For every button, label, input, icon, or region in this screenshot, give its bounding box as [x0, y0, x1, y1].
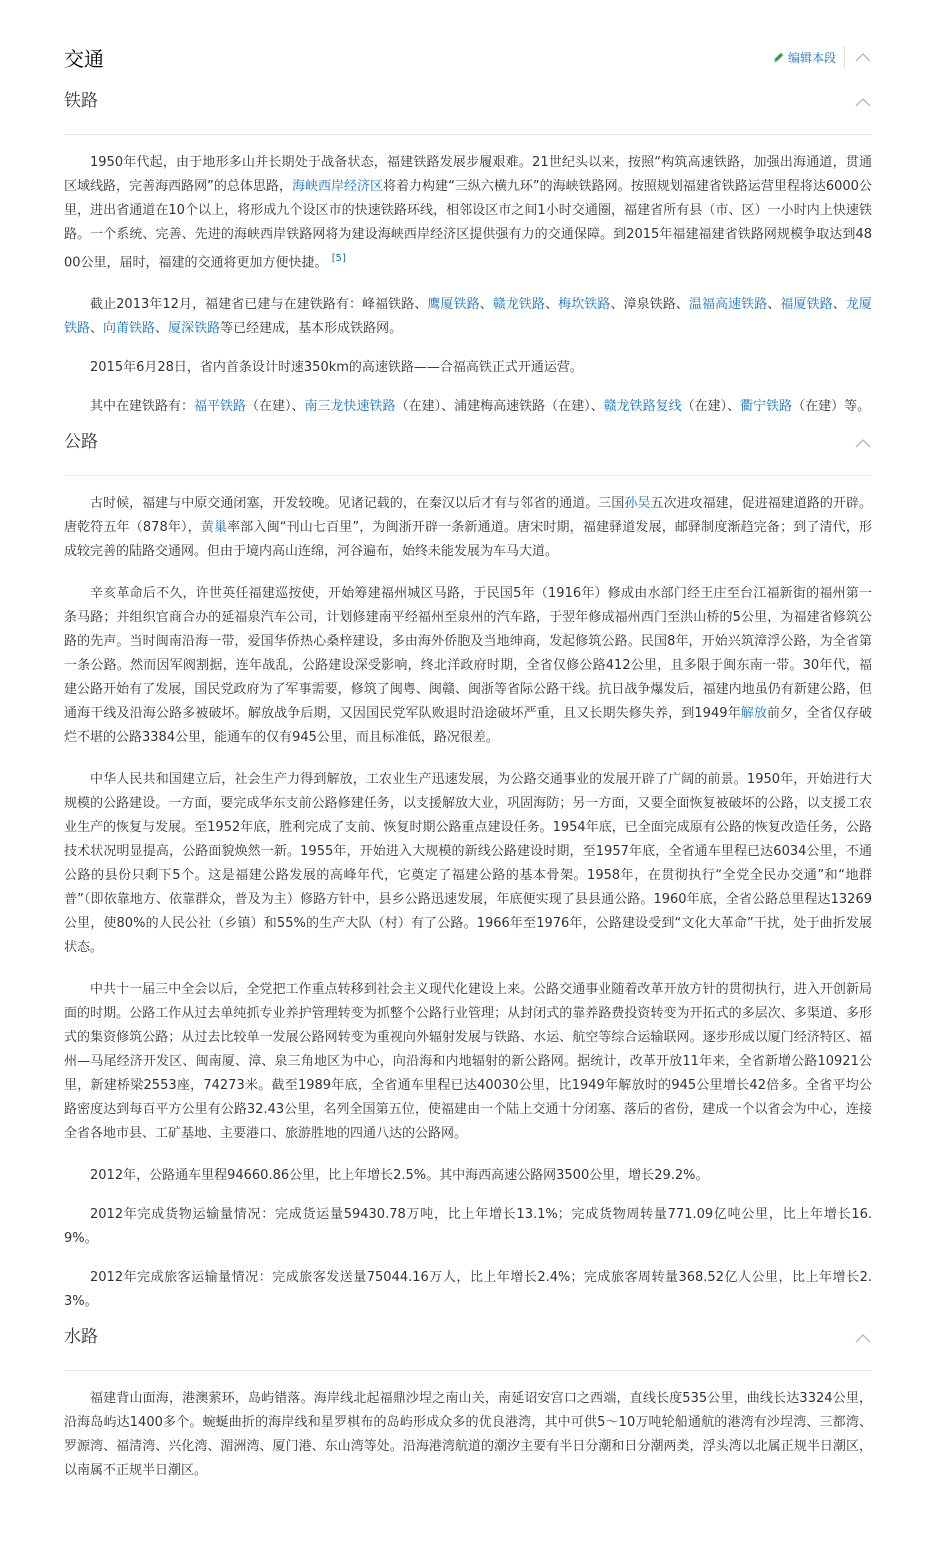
edit-section-label: 编辑本段	[787, 51, 836, 65]
text: 将着力构建“三纵六横九环”的海峡铁路网。按照规划福建省铁路运营里程将达6000公里，进出省通道在10个以上，将形成九个设区市的快速铁路环线，相邻设区市之间1小时交通圈，福建省所有县（市、区）一小时内上快速铁路。一个系统、完善、先进的海峡西岸铁路网将为建设海峡西岸经济区提供强有力的交通保障。到2015年福建福建省铁路网规模争取达到4800公里，届时，福建的交通将更加方便快捷。	[64, 179, 872, 271]
section-highway	[64, 432, 872, 1314]
text: （在建）、浦建梅高速铁路（在建）、	[395, 399, 604, 415]
collapse-highway-button[interactable]	[854, 436, 872, 450]
article-content	[64, 0, 872, 1495]
paragraph: 2012年完成旅客运输量情况：完成旅客发送量75044.16万人，比上年增长2.4%；完成旅客周转量368.52亿人公里，比上年增长2.3%。	[64, 1270, 872, 1310]
link-longxia-railway[interactable]: 龙厦铁路	[64, 297, 872, 337]
text: 等已经建成，基本形成铁路网。	[220, 321, 403, 337]
text: （在建）、	[246, 399, 305, 415]
edit-section-link[interactable]	[772, 49, 836, 66]
text: 率部入闽“刊山七百里”，为闽浙开辟一条新通道。唐宋时期，福建驿道发展，邮驿制度渐趋完备；到了清代，形成较完善的陆路交通网。但由于境内高山连绵，河谷遍布，始终未能发展为车马大道。	[64, 520, 872, 560]
text: 辛亥革命后不久，许世英任福建巡按使，开始筹建福州城区马路，于民国5年（1916年）修成由水部门经王庄至台江福新街的福州第一条马路；并组织官商合办的延福泉汽车公司，计划修建南平经福州至泉州的汽车路，于翌年修成福州西门至洪山桥的5公里，为福建省修筑公路的先声。当时闽南沿海一带，爱国华侨热心桑梓建设，多由海外侨胞及当地绅商，发起修筑公路。民国8年，开始兴筑漳浮公路，为全省第一条公路。然而因军阀割据，连年战乱，公路建设深受影响，终北洋政府时期，全省仅修公路412公里，且多限于闽东南一带。30年代，福建公路开始有了发展，国民党政府为了军事需要，修筑了闽粤、闽赣、闽浙等省际公路干线。抗日战争爆发后，福建内地虽仍有新建公路，但通海干线及沿海公路多被破坏。解放战争后期，又因国民党军队败退时沿途破坏严重，且又长期失修失养，到1949年	[64, 586, 872, 722]
paragraph: 福建背山面海，港澳萦环，岛屿错落。海岸线北起福鼎沙埕之南山关，南延诏安宫口之西端，直线长度535公里，曲线长达3324公里，沿海岛屿达1400多个。蜿蜒曲折的海岸线和星罗棋布的岛屿形成众多的优良港湾，其中可供5～10万吨轮船通航的港湾有沙埕湾、三都湾、罗源湾、福清湾、兴化湾、湄洲湾、厦门港、东山湾等处。沿海港湾航道的潮汐主要有半日分潮和日分潮两类，浮头湾以北属正规半日潮区，以南属不正规半日潮区。	[64, 1391, 872, 1479]
section-header-railway	[64, 91, 872, 135]
link-ganlong-railway[interactable]: 赣龙铁路	[492, 297, 546, 313]
link-ganlong-double-track[interactable]: 赣龙铁路复线	[603, 399, 682, 415]
text: 、	[155, 321, 169, 337]
link-meikan-railway[interactable]: 梅坎铁路	[558, 297, 611, 313]
text: 、	[479, 297, 493, 313]
paragraph	[64, 492, 872, 564]
title-row	[64, 0, 872, 100]
paragraph: 2012年，公路通车里程94660.86公里，比上年增长2.5%。其中海西高速公路网3500公里，增长29.2%。	[90, 1168, 709, 1184]
text: 、	[767, 297, 781, 313]
link-yingxia-railway[interactable]: 鹰厦铁路	[427, 297, 480, 313]
collapse-waterway-button[interactable]	[854, 1331, 872, 1345]
paragraph: 中共十一届三中全会以后，全党把工作重点转移到社会主义现代化建设上来。公路交通事业随着改革开放方针的贯彻执行，进入开创新局面的时期。公路工作从过去单纯抓专业养护管理转变为抓整个公路行业管理；从封闭式的靠养路费投资转变为开拓式的多层次、多渠道、多形式的集资修筑公路；从过去比较单一发展公路网转变为重视向外辐射发展与铁路、水运、航空等综合运输联网。逐步形成以厦门经济特区、福州—马尾经济开发区、闽南厦、漳、泉三角地区为中心，向沿海和内地辐射的新公路网。据统计，改革开放11年来，全省新增公路10921公里，新建桥梁2553座，74273米。截至1989年底，全省通车里程已达40030公里，比1949年解放时的945公里增长42倍多。全省平均公路密度达到每百平方公里有公路32.43公里，名列全国第五位，使福建由一个陆上交通十分闭塞、落后的省份，建成一个以省会为中心，连接全省各地市县、工矿基地、主要港口、旅游胜地的四通八达的公路网。	[64, 982, 872, 1142]
link-quning-railway[interactable]: 衢宁铁路	[740, 399, 793, 415]
chevron-up-icon	[854, 95, 872, 109]
section-header-highway	[64, 432, 872, 476]
pencil-icon	[772, 51, 785, 64]
text: 截止2013年12月，福建省已建与在建铁路有：峰福铁路、	[90, 297, 428, 313]
paragraph: 2015年6月28日，省内首条设计时速350km的高速铁路——合福高铁正式开通运营。	[90, 360, 583, 376]
text: 前夕，全省仅存破烂不堪的公路3384公里，能通车的仅有945公里，而且标准低，路况很差。	[64, 706, 872, 746]
paragraph: 中华人民共和国建立后，社会生产力得到解放，工农业生产迅速发展，为公路交通事业的发展开辟了广阔的前景。1950年，开始进行大规模的公路建设。一方面，要完成华东支前公路修建任务，以支援解放大业，巩固海防；另一方面，又要全面恢复被破坏的公路，以支援工农业生产的恢复与发展。至1952年底，胜利完成了支前、恢复时期公路重点建设任务。1954年底，已全面完成原有公路的恢复改造任务，公路技术状况明显提高，公路面貌焕然一新。1955年，开始进入大规模的新线公路建设时期，至1957年底，全省通车里程已达6034公里，不通公路的县份只剩下5个。这是福建公路发展的高峰年代，它奠定了福建公路的基本骨架。1958年，在贯彻执行“全党全民办交通”和“地群普”（即依靠地方、依靠群众，普及为主）修路方针中，县乡公路迅速发展，年底便实现了县县通公路。1960年底，全省公路总里程达13269公里，使80%的人民公社（乡镇）和55%的生产大队（村）有了公路。1966年至1976年，公路建设受到“文化大革命”干扰，处于曲折发展状态。	[64, 772, 872, 956]
link-xiashen-railway[interactable]: 厦深铁路	[168, 321, 221, 337]
paragraph	[64, 582, 872, 750]
text: 、	[832, 297, 846, 313]
collapse-railway-button[interactable]	[854, 95, 872, 109]
section-header-waterway	[64, 1327, 872, 1371]
text: 、漳泉铁路、	[610, 297, 689, 313]
page-title: 交通	[64, 47, 104, 71]
section-title-highway: 公路	[64, 432, 98, 453]
collapse-all-button[interactable]	[854, 50, 872, 64]
link-xiangpu-railway[interactable]: 向莆铁路	[103, 321, 156, 337]
link-sun-wu[interactable]: 孙吴	[624, 496, 651, 512]
chevron-up-icon	[854, 50, 872, 64]
title-divider	[844, 46, 845, 68]
reference-link[interactable]: [5]	[331, 253, 346, 264]
link-fuxia-railway[interactable]: 福厦铁路	[780, 297, 833, 313]
chevron-up-icon	[854, 1331, 872, 1345]
link-haixi-economic-zone[interactable]: 海峡西岸经济区	[291, 179, 384, 194]
chevron-up-icon	[854, 436, 872, 450]
paragraph	[64, 293, 872, 341]
paragraph	[64, 395, 872, 419]
text: （在建）等。	[792, 399, 871, 415]
section-waterway	[64, 1327, 872, 1483]
section-railway	[64, 91, 872, 419]
text: 古时候，福建与中原交通闭塞，开发较晚。见诸记载的，在秦汉以后才有与邻省的通道。三国	[90, 496, 625, 512]
text: 、	[545, 297, 559, 313]
text: （在建）、	[681, 399, 741, 415]
link-liberation[interactable]: 解放	[740, 706, 768, 722]
text: 、	[90, 321, 104, 337]
text: 五次进攻福建，促进福建道路的开辟。唐乾符五年（878年），	[64, 496, 872, 536]
link-huang-chao[interactable]: 黄巢	[200, 520, 228, 536]
text: 其中在建铁路有：	[90, 399, 195, 415]
link-fuping-railway[interactable]: 福平铁路	[194, 399, 247, 415]
text: 1950年代起，由于地形多山并长期处于战备状态，福建铁路发展步履艰难。21世纪头以来，按照“构筑高速铁路，加强出海通道，贯通区域线路，完善海西路网”的总体思路，	[64, 155, 872, 194]
section-title-railway: 铁路	[64, 91, 98, 111]
link-wenfu-railway[interactable]: 温福高速铁路	[688, 297, 768, 313]
paragraph: 2012年完成货物运输量情况：完成货运量59430.78万吨，比上年增长13.1%；完成货物周转量771.09亿吨公里，比上年增长16.9%。	[64, 1207, 872, 1247]
section-title-waterway: 水路	[64, 1327, 98, 1348]
paragraph	[64, 151, 872, 275]
link-nansanlong-railway[interactable]: 南三龙快速铁路	[304, 399, 396, 415]
